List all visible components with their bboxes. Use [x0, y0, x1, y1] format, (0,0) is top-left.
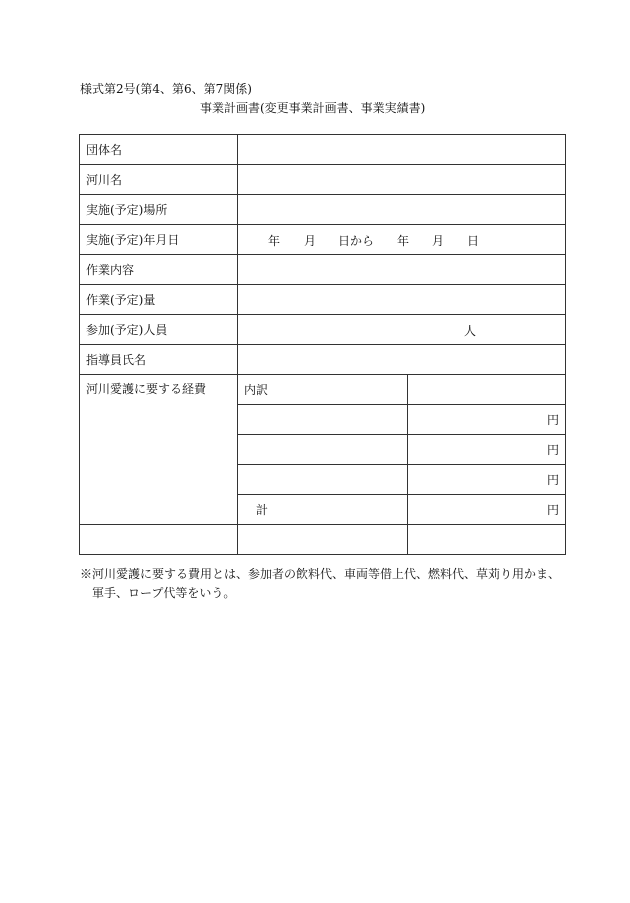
- expense-item-1[interactable]: [238, 405, 408, 435]
- day-unit-2: 日: [467, 234, 480, 248]
- participants-field[interactable]: [238, 315, 566, 345]
- expense-amount-1[interactable]: [408, 405, 566, 435]
- form-number: 様式第2号(第4、第6、第7関係): [80, 82, 252, 96]
- month-unit-1: 月: [304, 234, 317, 248]
- yen-unit: 円: [546, 443, 559, 457]
- table-row: [80, 525, 566, 555]
- table-row: [80, 285, 566, 315]
- document-title: 事業計画書(変更事業計画書、事業実績書): [200, 101, 426, 115]
- year-unit-2: 年: [397, 234, 410, 248]
- expense-amount-2[interactable]: [408, 435, 566, 465]
- instructor-field[interactable]: [238, 345, 566, 375]
- footnote: [80, 565, 560, 603]
- blank-cell: [238, 525, 408, 555]
- day-from-unit: 日から: [338, 234, 375, 248]
- group-name-field[interactable]: [238, 135, 566, 165]
- location-label: 実施(予定)場所: [80, 195, 238, 225]
- work-content-field[interactable]: [238, 255, 566, 285]
- expense-item-2[interactable]: [238, 435, 408, 465]
- total-amount[interactable]: [408, 495, 566, 525]
- month-unit-2: 月: [432, 234, 445, 248]
- river-name-label: 河川名: [80, 165, 238, 195]
- year-unit-1: 年: [268, 234, 281, 248]
- work-content-label: 作業内容: [80, 255, 238, 285]
- expense-item-3[interactable]: [238, 465, 408, 495]
- expenses-label: 河川愛護に要する経費: [80, 375, 238, 525]
- breakdown-header-amount: [408, 375, 566, 405]
- yen-unit: 円: [546, 473, 559, 487]
- footnote-line-2: 軍手、ロープ代等をいう。: [92, 586, 236, 600]
- person-unit: 人: [464, 324, 477, 338]
- blank-cell: [80, 525, 238, 555]
- river-name-field[interactable]: [238, 165, 566, 195]
- date-label: 実施(予定)年月日: [80, 225, 238, 255]
- expense-amount-3[interactable]: [408, 465, 566, 495]
- total-label: 計: [238, 495, 408, 525]
- participants-label: 参加(予定)人員: [80, 315, 238, 345]
- table-row: [80, 135, 566, 165]
- table-row: [80, 345, 566, 375]
- table-row: [80, 255, 566, 285]
- footnote-line-1: ※河川愛護に要する費用とは、参加者の飲料代、車両等借上代、燃料代、草苅り用かま、: [80, 567, 561, 581]
- table-row: [80, 225, 566, 255]
- table-row: [80, 375, 566, 405]
- table-row: [80, 315, 566, 345]
- breakdown-label: 内訳: [238, 375, 408, 405]
- blank-cell: [408, 525, 566, 555]
- table-row: [80, 165, 566, 195]
- date-field[interactable]: [238, 225, 566, 255]
- group-name-label: 団体名: [80, 135, 238, 165]
- work-amount-field[interactable]: [238, 285, 566, 315]
- yen-unit: 円: [546, 503, 559, 517]
- location-field[interactable]: [238, 195, 566, 225]
- plan-form-table: [79, 134, 566, 555]
- table-row: [80, 195, 566, 225]
- yen-unit: 円: [546, 413, 559, 427]
- instructor-label: 指導員氏名: [80, 345, 238, 375]
- work-amount-label: 作業(予定)量: [80, 285, 238, 315]
